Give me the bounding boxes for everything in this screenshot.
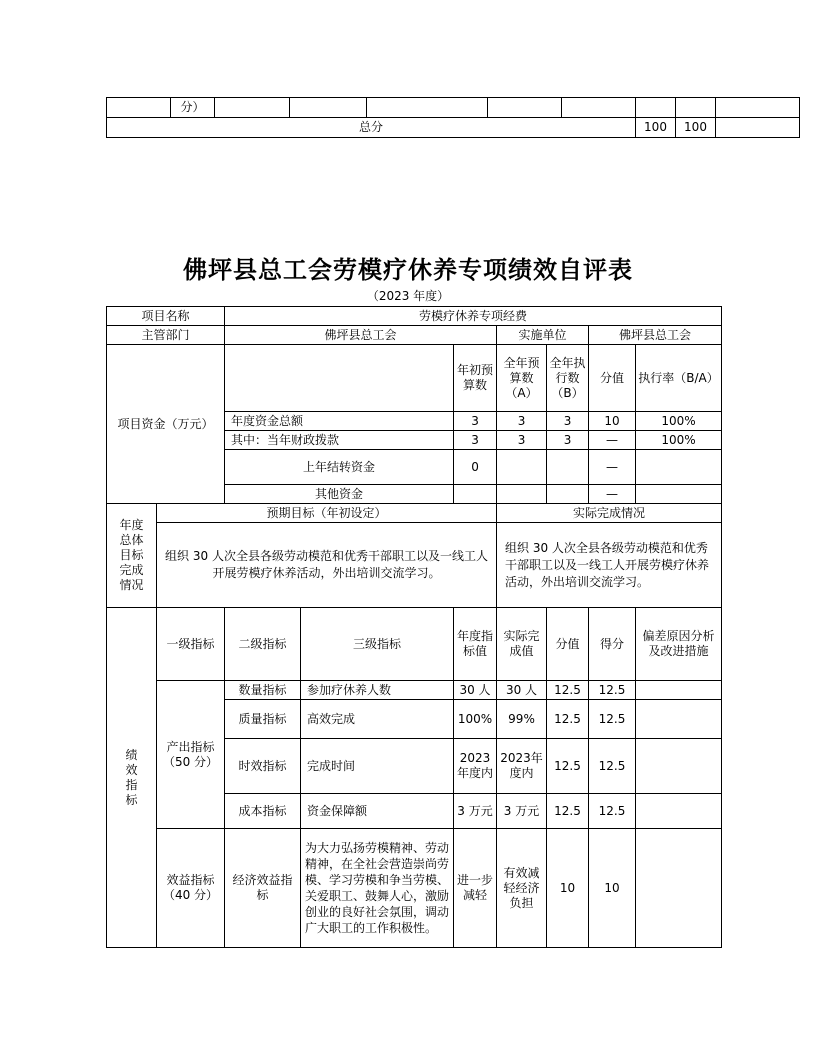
fund-rate xyxy=(636,450,722,485)
indicator-value: 12.5 xyxy=(547,700,589,739)
level3-header: 三级指标 xyxy=(301,608,454,681)
page-title: 佛坪县总工会劳模疗休养专项绩效自评表 xyxy=(183,255,633,284)
fund-row-label: 其中：当年财政拨款 xyxy=(225,431,454,450)
level2-header: 二级指标 xyxy=(225,608,301,681)
indicator-level2: 质量指标 xyxy=(225,700,301,739)
actual-goal-header: 实际完成情况 xyxy=(497,504,722,523)
fund-initial: 3 xyxy=(454,431,497,450)
fund-value: — xyxy=(589,450,636,485)
indicator-actual: 2023年度内 xyxy=(497,739,547,794)
indicator-value: 12.5 xyxy=(547,681,589,700)
expected-goal-text: 组织 30 人次全县各级劳动模范和优秀干部职工以及一线工人开展劳模疗休养活动，外出培训交流学习。 xyxy=(157,523,497,608)
fund-row-label: 上年结转资金 xyxy=(225,450,454,485)
total-score-a: 100 xyxy=(636,118,676,138)
indicator-note xyxy=(636,739,722,794)
indicator-level3: 高效完成 xyxy=(301,700,454,739)
indicator-score: 12.5 xyxy=(589,739,636,794)
value-header: 分值 xyxy=(547,608,589,681)
previous-page-table xyxy=(106,97,800,138)
fund-value: — xyxy=(589,485,636,504)
cell xyxy=(290,98,367,118)
fund-exec: 3 xyxy=(547,412,589,431)
indicator-target: 100% xyxy=(454,700,497,739)
indicator-target: 3 万元 xyxy=(454,794,497,829)
fund-initial xyxy=(454,485,497,504)
indicator-target: 进一步减轻 xyxy=(454,829,497,948)
indicator-score: 12.5 xyxy=(589,700,636,739)
indicator-score: 10 xyxy=(589,829,636,948)
actual-goal-text: 组织 30 人次全县各级劳动模范和优秀干部职工以及一线工人开展劳模疗休养活动，外出培训交流学习。 xyxy=(497,523,722,608)
indicator-actual: 有效减轻经济负担 xyxy=(497,829,547,948)
cell xyxy=(716,118,800,138)
goals-label: 年度总体目标完成情况 xyxy=(107,504,157,608)
cell xyxy=(367,98,488,118)
indicator-value: 10 xyxy=(547,829,589,948)
impl-value: 佛坪县总工会 xyxy=(589,326,722,345)
indicator-actual: 3 万元 xyxy=(497,794,547,829)
indicators-label: 绩效指标 xyxy=(107,608,157,948)
indicator-target: 30 人 xyxy=(454,681,497,700)
cell xyxy=(676,98,716,118)
indicator-score: 12.5 xyxy=(589,681,636,700)
expected-goal-header: 预期目标（年初设定） xyxy=(157,504,497,523)
indicator-actual: 30 人 xyxy=(497,681,547,700)
fund-row-label: 年度资金总额 xyxy=(225,412,454,431)
total-score-b: 100 xyxy=(676,118,716,138)
fund-rate: 100% xyxy=(636,412,722,431)
cell xyxy=(225,345,454,412)
fund-exec: 3 xyxy=(547,431,589,450)
fund-budget: 3 xyxy=(497,431,547,450)
fund-value: — xyxy=(589,431,636,450)
indicator-note xyxy=(636,681,722,700)
cell xyxy=(716,98,800,118)
annual-exec-header: 全年执行数（B） xyxy=(547,345,589,412)
fund-row-label: 其他资金 xyxy=(225,485,454,504)
impl-label: 实施单位 xyxy=(497,326,589,345)
indicator-level2: 经济效益指标 xyxy=(225,829,301,948)
annual-budget-header: 全年预算数（A） xyxy=(497,345,547,412)
fund-budget xyxy=(497,450,547,485)
indicator-target: 2023年度内 xyxy=(454,739,497,794)
dept-value: 佛坪县总工会 xyxy=(225,326,497,345)
indicator-level2: 成本指标 xyxy=(225,794,301,829)
cell xyxy=(562,98,636,118)
row-label: 分） xyxy=(171,98,215,118)
fund-exec xyxy=(547,450,589,485)
fund-exec xyxy=(547,485,589,504)
indicator-level2: 时效指标 xyxy=(225,739,301,794)
cell xyxy=(636,98,676,118)
evaluation-table xyxy=(106,306,722,948)
actual-header: 实际完成值 xyxy=(497,608,547,681)
level1-header: 一级指标 xyxy=(157,608,225,681)
fund-budget xyxy=(497,485,547,504)
cell xyxy=(488,98,562,118)
fund-rate: 100% xyxy=(636,431,722,450)
indicator-note xyxy=(636,829,722,948)
indicator-note xyxy=(636,700,722,739)
fund-rate xyxy=(636,485,722,504)
indicator-level3: 资金保障额 xyxy=(301,794,454,829)
project-name-label: 项目名称 xyxy=(107,307,225,326)
deviation-header: 偏差原因分析及改进措施 xyxy=(636,608,722,681)
indicator-level3: 为大力弘扬劳模精神、劳动精神，在全社会营造崇尚劳模、学习劳模和争当劳模、关爱职工、鼓舞人心，激励创业的良好社会氛围，调动广大职工的工作积极性。 xyxy=(301,829,454,948)
funds-label: 项目资金（万元） xyxy=(107,345,225,504)
fund-initial: 0 xyxy=(454,450,497,485)
dept-label: 主管部门 xyxy=(107,326,225,345)
total-label: 总分 xyxy=(107,118,636,138)
indicator-actual: 99% xyxy=(497,700,547,739)
indicator-level3: 完成时间 xyxy=(301,739,454,794)
indicator-value: 12.5 xyxy=(547,739,589,794)
benefit-indicator-label: 效益指标（40 分） xyxy=(157,829,225,948)
fund-budget: 3 xyxy=(497,412,547,431)
indicator-level2: 数量指标 xyxy=(225,681,301,700)
page-subtitle: （2023 年度） xyxy=(366,289,450,303)
target-header: 年度指标值 xyxy=(454,608,497,681)
project-name: 劳模疗休养专项经费 xyxy=(225,307,722,326)
fund-initial: 3 xyxy=(454,412,497,431)
indicator-level3: 参加疗休养人数 xyxy=(301,681,454,700)
cell xyxy=(215,98,290,118)
indicator-score: 12.5 xyxy=(589,794,636,829)
indicator-value: 12.5 xyxy=(547,794,589,829)
exec-rate-header: 执行率（B/A） xyxy=(636,345,722,412)
score-header: 得分 xyxy=(589,608,636,681)
initial-budget-header: 年初预算数 xyxy=(454,345,497,412)
fund-value: 10 xyxy=(589,412,636,431)
indicator-note xyxy=(636,794,722,829)
score-value-header: 分值 xyxy=(589,345,636,412)
cell xyxy=(107,98,171,118)
output-indicator-label: 产出指标（50 分） xyxy=(157,681,225,829)
